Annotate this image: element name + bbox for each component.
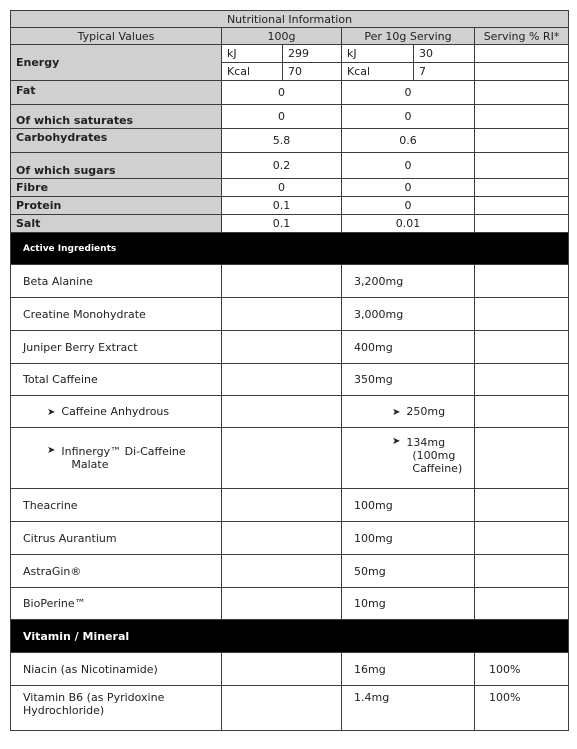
- ingredient-amount: 10mg: [342, 588, 475, 620]
- ingredient-amount: 100mg: [342, 522, 475, 555]
- ingredient-blank: [222, 428, 342, 489]
- salt-100g: 0.1: [222, 215, 342, 233]
- protein-serving: 0: [342, 197, 475, 215]
- ingredient-name: Juniper Berry Extract: [11, 331, 222, 364]
- vitamin-blank: [222, 653, 342, 686]
- vitamin-mineral-header: Vitamin / Mineral: [11, 620, 569, 653]
- salt-serving: 0.01: [342, 215, 475, 233]
- vitamin-name-line2: Hydrochloride): [23, 704, 105, 717]
- ingredient-ri: [475, 396, 569, 428]
- ingredient-ri: [475, 428, 569, 489]
- protein-100g: 0.1: [222, 197, 342, 215]
- ingredient-amount-line1: 134mg: [406, 436, 446, 449]
- kcal-value-serving: 7: [414, 63, 475, 81]
- col-header-ri: Serving % RI*: [475, 28, 569, 45]
- sugars-serving: 0: [342, 153, 475, 179]
- sugars-label: Of which sugars: [11, 153, 222, 179]
- ingredient-ri: [475, 555, 569, 588]
- ingredient-name: Citrus Aurantium: [11, 522, 222, 555]
- vitamin-blank: [222, 686, 342, 731]
- kcal-value-100g: 70: [283, 63, 342, 81]
- ingredient-name: BioPerine™: [11, 588, 222, 620]
- ingredient-amount-line2: (100mg: [412, 449, 456, 462]
- ingredient-ri: [475, 489, 569, 522]
- vitamin-ri: 100%: [475, 686, 569, 731]
- ingredient-blank: [222, 522, 342, 555]
- fibre-label: Fibre: [11, 179, 222, 197]
- carbs-serving: 0.6: [342, 129, 475, 153]
- active-ingredients-header: Active Ingredients: [11, 233, 569, 265]
- salt-label: Salt: [11, 215, 222, 233]
- fat-label: Fat: [11, 81, 222, 105]
- ingredient-blank: [222, 396, 342, 428]
- ingredient-name: Creatine Monohydrate: [11, 298, 222, 331]
- nutrition-table: [10, 10, 569, 731]
- ingredient-ri: [475, 331, 569, 364]
- fibre-ri: [475, 179, 569, 197]
- ingredient-blank: [222, 298, 342, 331]
- carbs-100g: 5.8: [222, 129, 342, 153]
- sub-ingredient-amount: [342, 396, 475, 428]
- fat-100g: 0: [222, 81, 342, 105]
- ingredient-name: Theacrine: [11, 489, 222, 522]
- sugars-100g: 0.2: [222, 153, 342, 179]
- ingredient-ri: [475, 298, 569, 331]
- ingredient-blank: [222, 265, 342, 298]
- ingredient-blank: [222, 364, 342, 396]
- kcal-ri: [475, 63, 569, 81]
- col-header-typical: Typical Values: [11, 28, 222, 45]
- protein-ri: [475, 197, 569, 215]
- carbs-label: Carbohydrates: [11, 129, 222, 153]
- vitamin-name-line1: Vitamin B6 (as Pyridoxine: [23, 691, 165, 704]
- saturates-100g: 0: [222, 105, 342, 129]
- sub-ingredient: [11, 428, 222, 489]
- kj-unit-100g: kJ: [222, 45, 283, 63]
- ingredient-blank: [222, 555, 342, 588]
- ingredient-amount: 50mg: [342, 555, 475, 588]
- sugars-ri: [475, 153, 569, 179]
- vitamin-name: Niacin (as Nicotinamide): [11, 653, 222, 686]
- arrow-bullet-icon: ➤: [47, 445, 56, 456]
- saturates-serving: 0: [342, 105, 475, 129]
- ingredient-ri: [475, 265, 569, 298]
- arrow-bullet-icon: ➤: [47, 407, 56, 418]
- fat-ri: [475, 81, 569, 105]
- ingredient-name-line2: Malate: [71, 458, 109, 471]
- carbs-ri: [475, 129, 569, 153]
- ingredient-name: Total Caffeine: [11, 364, 222, 396]
- kcal-unit-100g: Kcal: [222, 63, 283, 81]
- ingredient-blank: [222, 331, 342, 364]
- ingredient-amount-line3: Caffeine): [412, 462, 463, 475]
- protein-label: Protein: [11, 197, 222, 215]
- ingredient-blank: [222, 489, 342, 522]
- kj-value-serving: 30: [414, 45, 475, 63]
- vitamin-ri: 100%: [475, 653, 569, 686]
- vitamin-name: [11, 686, 222, 731]
- fat-serving: 0: [342, 81, 475, 105]
- ingredient-name-line1: Infinergy™ Di-Caffeine: [61, 445, 186, 458]
- saturates-label: Of which saturates: [11, 105, 222, 129]
- ingredient-ri: [475, 522, 569, 555]
- saturates-ri: [475, 105, 569, 129]
- arrow-bullet-icon: ➤: [392, 407, 401, 418]
- sub-ingredient-amount: [342, 428, 475, 489]
- fibre-serving: 0: [342, 179, 475, 197]
- ingredient-ri: [475, 364, 569, 396]
- ingredient-name: Caffeine Anhydrous: [61, 405, 170, 418]
- ingredient-name: Beta Alanine: [11, 265, 222, 298]
- kj-ri: [475, 45, 569, 63]
- arrow-bullet-icon: ➤: [392, 436, 401, 447]
- ingredient-name: AstraGin®: [11, 555, 222, 588]
- salt-ri: [475, 215, 569, 233]
- table-title: Nutritional Information: [11, 11, 569, 28]
- ingredient-blank: [222, 588, 342, 620]
- ingredient-amount: 3,200mg: [342, 265, 475, 298]
- ingredient-amount: 400mg: [342, 331, 475, 364]
- sub-ingredient: [11, 396, 222, 428]
- kcal-unit-serving: Kcal: [342, 63, 414, 81]
- kj-value-100g: 299: [283, 45, 342, 63]
- vitamin-amount: 1.4mg: [342, 686, 475, 731]
- ingredient-amount: 100mg: [342, 489, 475, 522]
- ingredient-amount: 3,000mg: [342, 298, 475, 331]
- energy-label: Energy: [11, 45, 222, 81]
- kj-unit-serving: kJ: [342, 45, 414, 63]
- col-header-serving: Per 10g Serving: [342, 28, 475, 45]
- ingredient-amount: 350mg: [342, 364, 475, 396]
- vitamin-amount: 16mg: [342, 653, 475, 686]
- ingredient-ri: [475, 588, 569, 620]
- fibre-100g: 0: [222, 179, 342, 197]
- ingredient-amount: 250mg: [406, 405, 446, 418]
- col-header-100g: 100g: [222, 28, 342, 45]
